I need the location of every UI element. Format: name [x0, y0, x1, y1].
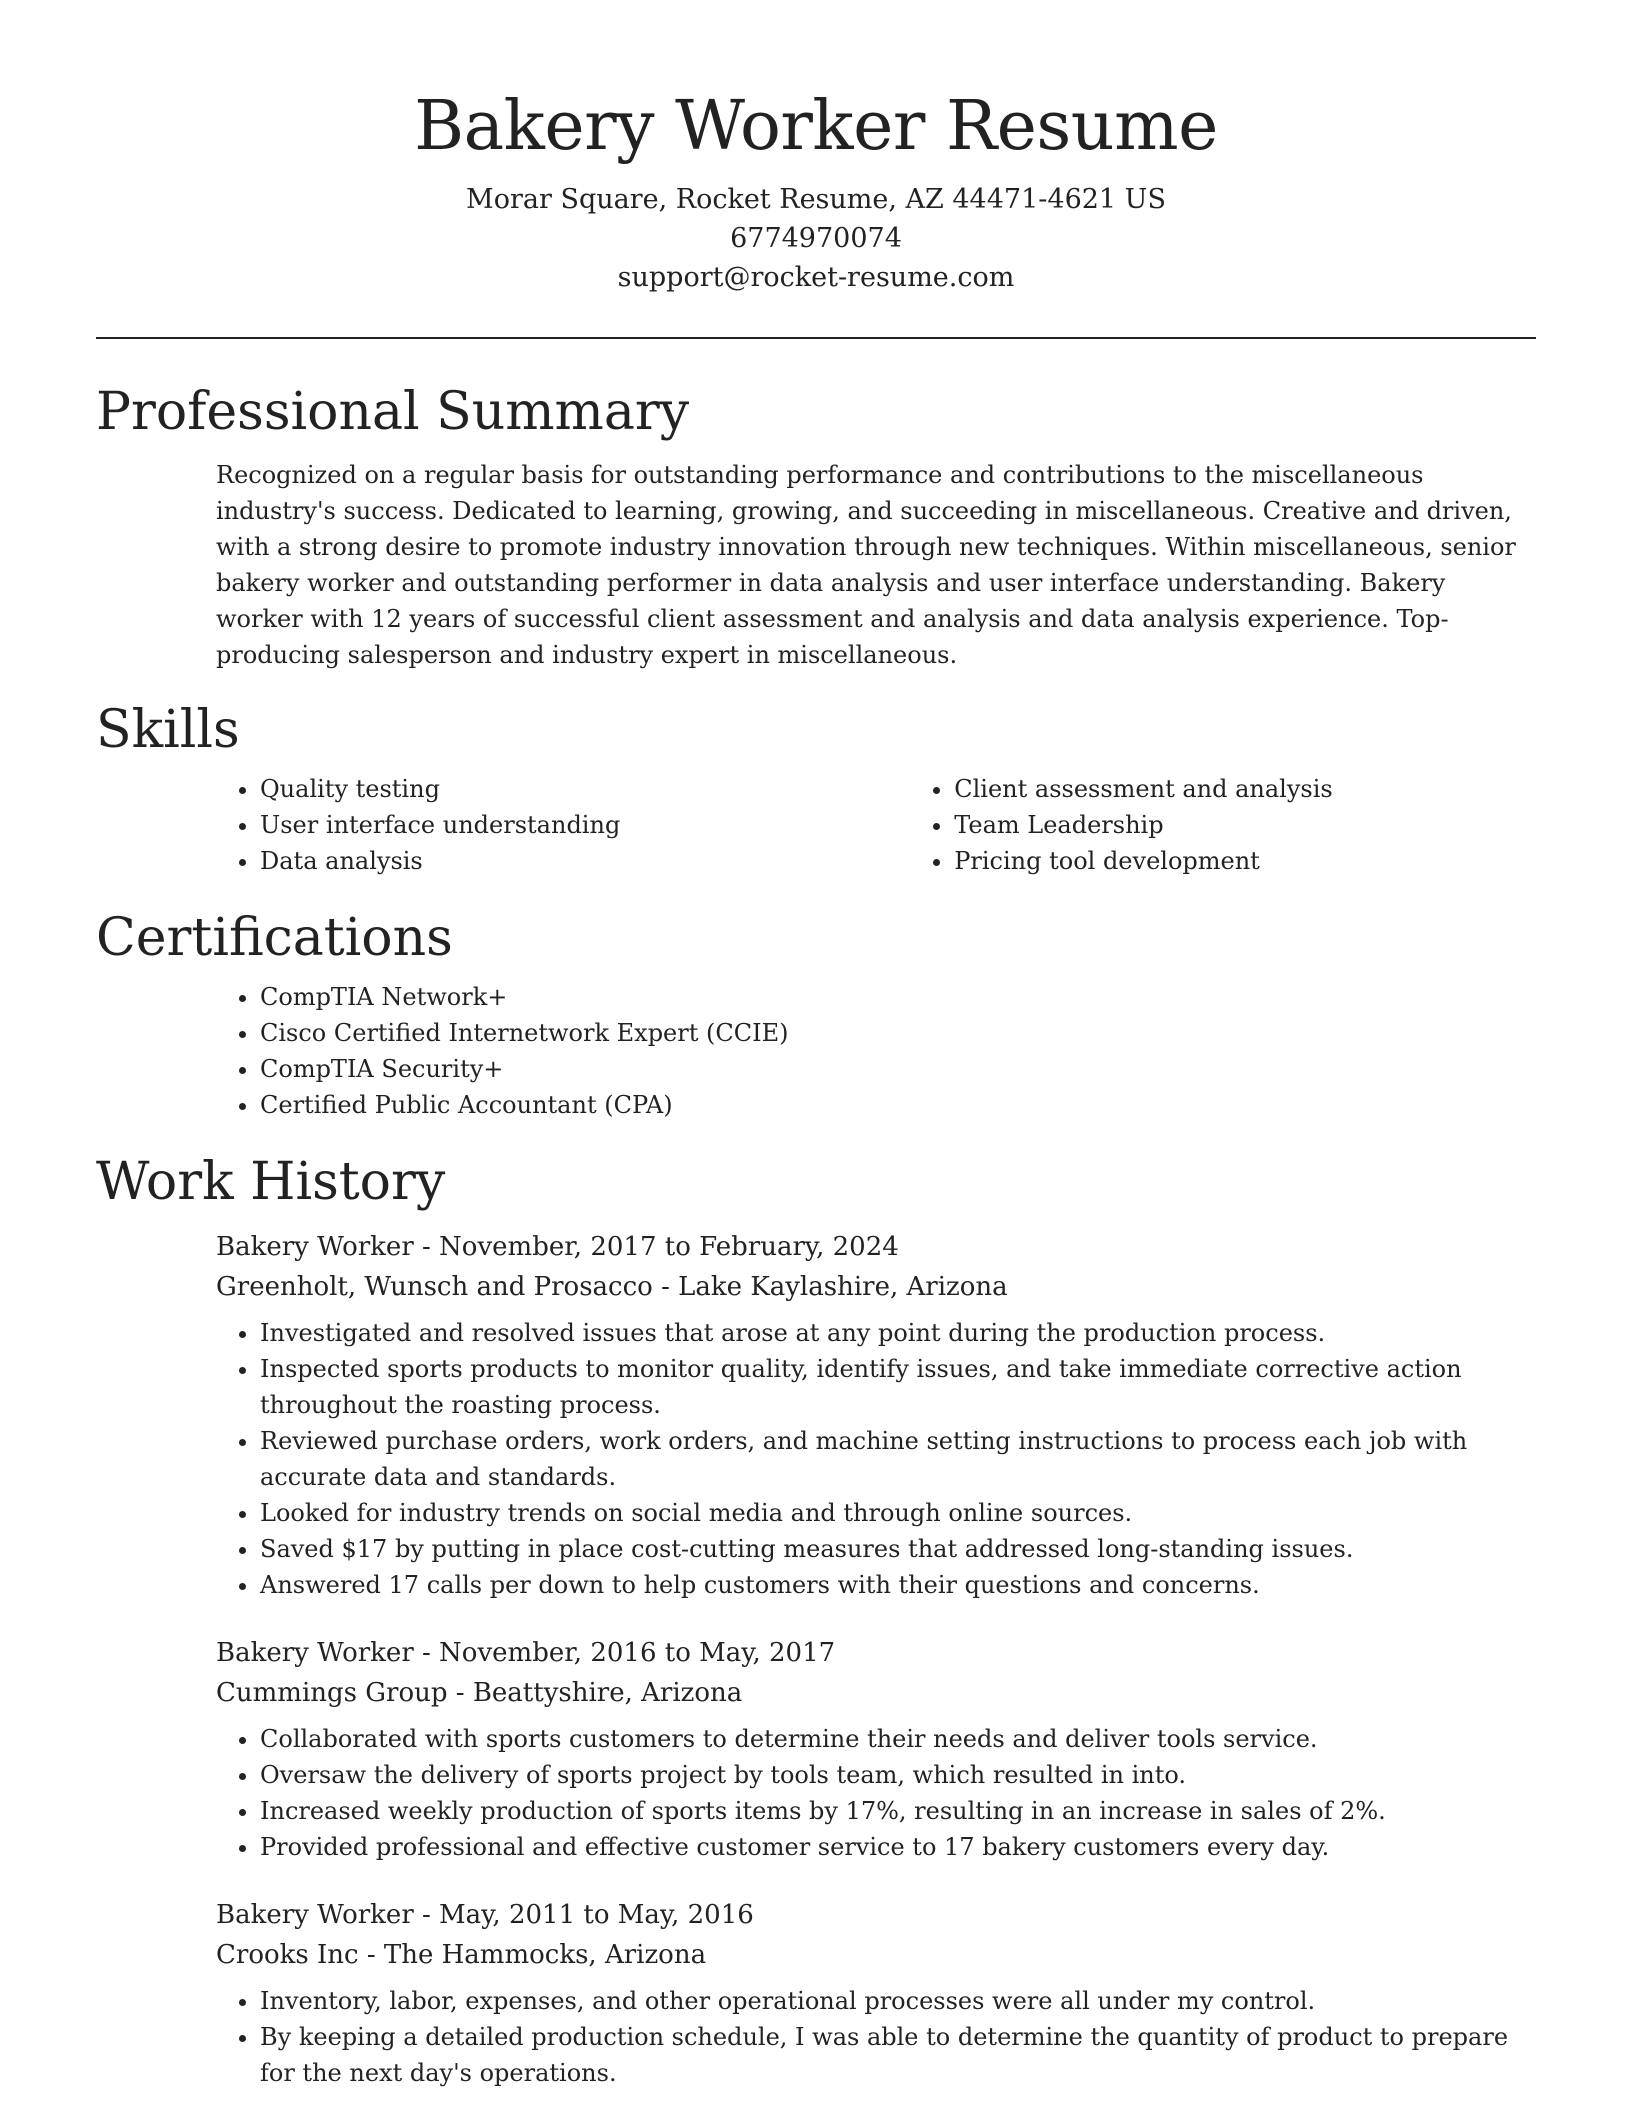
work-history-section — [0, 1147, 1632, 2091]
job-duty: • Inventory, labor, expenses, and other operational processes were all under my control. — [260, 1983, 1536, 2019]
contact-address: Morar Square, Rocket Resume, AZ 44471-4621 US — [466, 184, 1166, 215]
skills-list-left — [96, 771, 890, 879]
certification-item: • CompTIA Security+ — [260, 1051, 1536, 1087]
skills-section — [0, 695, 1632, 879]
job-entry — [216, 1227, 1536, 1603]
resume-title: Bakery Worker Resume — [414, 87, 1218, 166]
skills-list-right — [890, 771, 1536, 879]
contact-email: support@rocket-resume.com — [617, 262, 1015, 293]
job-company-line: Cummings Group - Beattyshire, Arizona — [216, 1678, 743, 1708]
contact-phone: 6774970074 — [730, 223, 902, 254]
job-duties-list — [216, 1315, 1536, 1603]
summary-heading: Professional Summary — [96, 382, 690, 442]
work-history-heading: Work History — [96, 1152, 446, 1212]
job-entry — [216, 1633, 1536, 1865]
certification-item: • Cisco Certified Internetwork Expert (CCIE) — [260, 1015, 1536, 1051]
contact-block — [0, 180, 1632, 297]
certifications-list — [96, 979, 1536, 1123]
header-divider — [96, 337, 1536, 339]
job-duty: • Oversaw the delivery of sports project by tools team, which resulted in into. — [260, 1757, 1536, 1793]
summary-section — [0, 377, 1632, 673]
job-duties-list — [216, 1983, 1536, 2091]
skill-item: • User interface understanding — [260, 807, 890, 843]
job-title-line: Bakery Worker - November, 2017 to February, 2024 — [216, 1232, 899, 1262]
job-duty: • Looked for industry trends on social media and through online sources. — [260, 1495, 1536, 1531]
job-company-line: Greenholt, Wunsch and Prosacco - Lake Kaylashire, Arizona — [216, 1272, 1008, 1302]
job-duty: • By keeping a detailed production schedule, I was able to determine the quantity of product to prepare for the next day's operations. — [260, 2019, 1536, 2091]
job-duty: • Reviewed purchase orders, work orders, and machine setting instructions to process each job with accurate data and standards. — [260, 1423, 1536, 1495]
job-duty: • Increased weekly production of sports items by 17%, resulting in an increase in sales of 2%. — [260, 1793, 1536, 1829]
job-duty: • Inspected sports products to monitor quality, identify issues, and take immediate corrective action throughout the roasting process. — [260, 1351, 1536, 1423]
certification-item: • CompTIA Network+ — [260, 979, 1536, 1015]
job-entry — [216, 1895, 1536, 2091]
job-title-line: Bakery Worker - November, 2016 to May, 2017 — [216, 1638, 836, 1668]
skill-item: • Pricing tool development — [954, 843, 1536, 879]
skill-item: • Team Leadership — [954, 807, 1536, 843]
certifications-heading: Certifications — [96, 908, 453, 968]
skills-heading: Skills — [96, 700, 240, 760]
certification-item: • Certified Public Accountant (CPA) — [260, 1087, 1536, 1123]
skills-columns — [96, 771, 1536, 879]
job-duty: • Collaborated with sports customers to determine their needs and deliver tools service. — [260, 1721, 1536, 1757]
job-duty: • Saved $17 by putting in place cost-cutting measures that addressed long-standing issues. — [260, 1531, 1536, 1567]
resume-header — [0, 0, 1632, 297]
job-duty: • Provided professional and effective customer service to 17 bakery customers every day. — [260, 1829, 1536, 1865]
skill-item: • Client assessment and analysis — [954, 771, 1536, 807]
certifications-section — [0, 903, 1632, 1123]
job-company-line: Crooks Inc - The Hammocks, Arizona — [216, 1940, 707, 1970]
summary-text: Recognized on a regular basis for outstanding performance and contributions to the miscellaneous industry's success. Dedicated to learning, growing, and succeeding in miscellaneous. Creative and driven, with a strong desire to promote industry innovation through new techniques. Within miscellaneous, senior bakery worker and outstanding performer in data analysis and user interface understanding. Bakery worker with 12 years of successful client assessment and analysis and data analysis experience. Top-producing salesperson and industry expert in miscellaneous. — [216, 461, 1516, 669]
job-duties-list — [216, 1721, 1536, 1865]
job-duty: • Investigated and resolved issues that arose at any point during the production process. — [260, 1315, 1536, 1351]
job-duty: • Answered 17 calls per down to help customers with their questions and concerns. — [260, 1567, 1536, 1603]
skill-item: • Data analysis — [260, 843, 890, 879]
job-title-line: Bakery Worker - May, 2011 to May, 2016 — [216, 1900, 754, 1930]
skill-item: • Quality testing — [260, 771, 890, 807]
